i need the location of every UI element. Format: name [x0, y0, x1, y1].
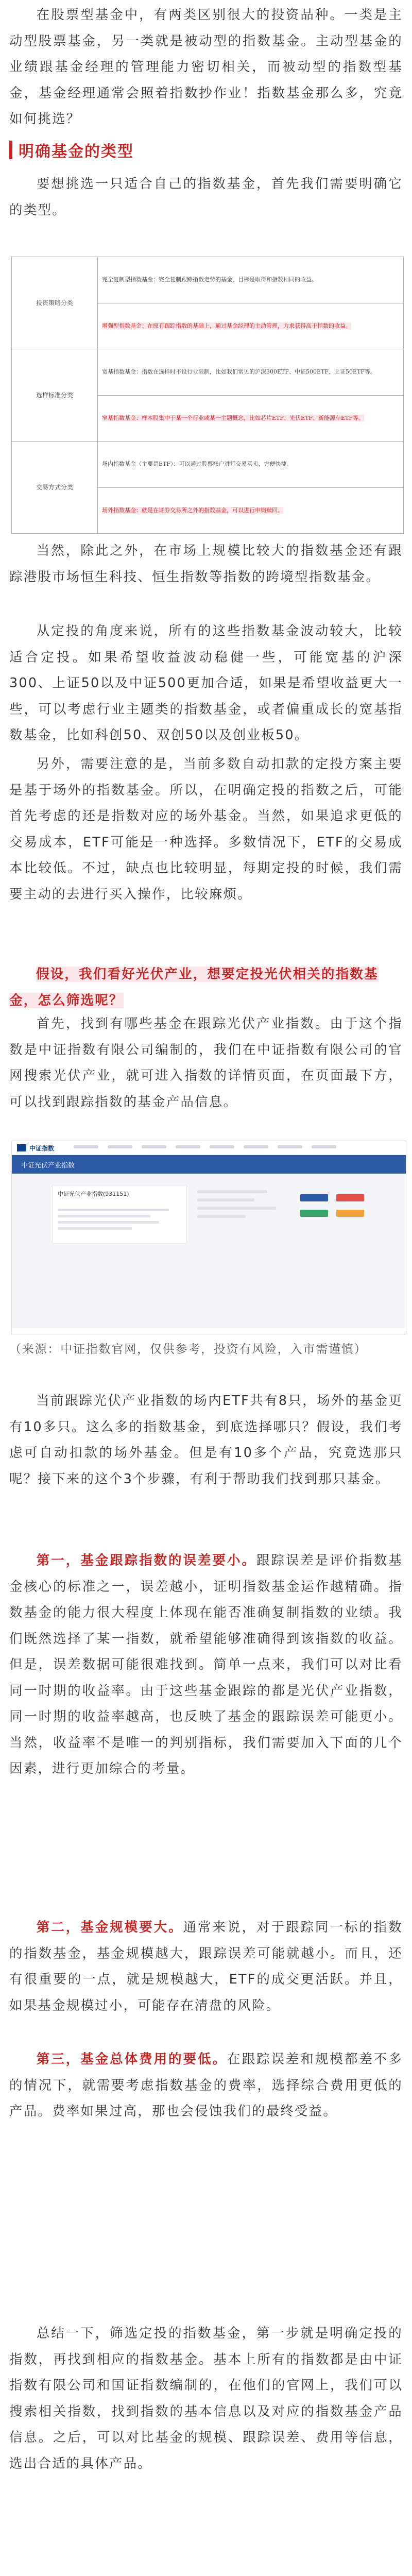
fund-type-cell — [98, 487, 404, 534]
step-2-body: 通常来说，对于跟踪同一标的指数的指数基金，基金规模越大，跟踪误差可能就越小。而且，还有很重要的一点，就是规模越大，ETF的成交更活跃。并且，如果基金规模过小，可能存在清盘的风险。 — [9, 1920, 403, 2013]
fund-type-category: 投资策略分类 — [12, 257, 98, 349]
screenshot-banner — [12, 1155, 406, 1174]
summary-text: 总结一下，筛选定投的指数基金，第一步就是明确定投的指数，再找到相应的指数基金。基本上所有的指数都是由中证指数有限公司和国证指数编制的，在他们的官网上，我们可以搜索相关指数，找到指数的基本信息以及对应的指数基金产品信息。之后，可以对比基金的规模、跟踪误差、费用等信息，选出合适的具体产品。 — [9, 2326, 403, 2471]
screenshot-green-button — [300, 1210, 328, 1217]
fund-type-description: 窄基指数基金：样本股集中于某一个行业或某一主题概念，比如芯片ETF、光伏ETF、新能源车ETF等。 — [102, 414, 364, 421]
fund-type-category: 交易方式分类 — [12, 442, 98, 534]
screenshot-card-title: 中证光伏产业指数(931151) — [58, 1191, 129, 1197]
screenshot-nav — [74, 1145, 398, 1150]
screenshot-side-info — [197, 1185, 285, 1243]
paragraph-cross-border — [9, 538, 403, 590]
screenshot-banner-title: 中证光伏产业指数 — [21, 1161, 75, 1170]
step-2-paragraph — [9, 1914, 403, 2019]
fund-type-row — [12, 442, 404, 488]
csindex-logo-icon — [17, 1144, 26, 1151]
paragraph-find-funds — [9, 1011, 403, 1115]
intro-text: 在股票型基金中，有两类区别很大的投资品种。一类是主动型股票基金，另一类就是被动型的指数基金。主动型基金的业绩跟基金经理的管理能力密切相关，而被动型的指数型基金，基金经理通常会照着指数抄作业！指数基金那么多，究竟如何挑选？ — [9, 7, 403, 127]
paragraph-fund-type — [9, 171, 403, 223]
question-solar-text: 假设，我们看好光伏产业，想要定投光伏相关的指数基金，怎么筛选呢？ — [9, 967, 379, 1008]
step-2-label: 第二，基金规模要大。 — [36, 1920, 183, 1935]
paragraph-etf-cost — [9, 751, 403, 907]
fund-type-cell — [98, 303, 404, 349]
fund-type-table-grid — [11, 257, 404, 534]
fund-type-description: 场外指数基金：就是在证券交易所之外的指数基金，可以进行申购赎回。 — [102, 506, 283, 514]
paragraph-find-funds-text: 首先，找到有哪些基金在跟踪光伏产业指数。由于这个指数是中证指数有限公司编制的，我们在中证指数有限公司的官网搜索光伏产业，就可进入指数的详情页面，在页面最下方，可以找到跟踪指数的基金产品信息。 — [9, 1016, 403, 1110]
screenshot-red-button — [336, 1194, 364, 1201]
screenshot-header — [12, 1141, 406, 1155]
paragraph-dca-volatility-text: 从定投的角度来说，所有的这些指数基金波动较大，比较适合定投。如果希望收益波动稳健一些，可能宽基的沪深300、上证50以及中证500更加合适，如果是希望收益更大一些，可以考虑行业主题类的指数基金，或者偏重成长的宽基指数基金，比如科创50、双创50以及创业板50。 — [9, 623, 403, 743]
step-3-paragraph — [9, 2046, 403, 2125]
step-3-label: 第三，基金总体费用的要低。 — [36, 2052, 228, 2067]
paragraph-dca-volatility — [9, 618, 403, 749]
intro-paragraph — [9, 2, 403, 132]
paragraph-fund-type-text: 要想挑选一只适合自己的指数基金，首先我们需要明确它的类型。 — [9, 176, 403, 218]
screenshot-index-card — [52, 1185, 187, 1244]
fund-type-cell — [98, 442, 404, 488]
screenshot-logo-text: 中证指数 — [29, 1144, 55, 1152]
paragraph-choose-fund-text: 当前跟踪光伏产业指数的场内ETF共有8只，场外的基金更有10多只。这么多的指数基金，到底选择哪只？假设，我们考虑可自动扣款的场外基金。但是有10多个产品，究竟选那只呢？接下来的这个3个步骤，有利于帮助我们找到那只基金。 — [9, 1393, 403, 1487]
fund-type-cell — [98, 257, 404, 303]
screenshot-orange-button — [336, 1210, 364, 1217]
section-heading — [9, 138, 134, 162]
section-heading-bar — [9, 141, 12, 159]
screenshot-body — [12, 1174, 406, 1328]
step-1-paragraph — [9, 1548, 403, 1782]
paragraph-cross-border-text: 当然，除此之外，在市场上规模比较大的指数基金还有跟踪港股市场恒生科技、恒生指数等指数的跨境型指数基金。 — [9, 543, 403, 585]
screenshot-caption: （来源：中证指数官网，仅供参考，投资有风险，入市需谨慎） — [9, 1343, 367, 1356]
fund-type-description: 增强型指数基金：在原有跟踪指数的基础上，通过基金经理的主动管理，力求获得高于指数的收益。 — [102, 322, 351, 329]
website-screenshot — [11, 1141, 406, 1334]
summary-paragraph — [9, 2320, 403, 2477]
fund-type-description: 场内指数基金（主要是ETF）：可以通过股票账户进行交易买卖，方便快捷。 — [102, 461, 293, 468]
fund-type-cell — [98, 395, 404, 442]
paragraph-etf-cost-text: 另外，需要注意的是，当前多数自动扣款的定投方案主要是基于场外的指数基金。所以，在明确定投的指数之后，可能首先考虑的还是指数对应的场外基金。当然，如果追求更低的交易成本，ETF可能是一种选择。多数情况下，ETF的交易成本比较低。不过，缺点也比较明显，每期定投的时候，我们需要主动的去进行买入操作，比较麻烦。 — [9, 756, 403, 902]
step-3-body: 在跟踪误差和规模都差不多的情况下，就需要考虑指数基金的费率，选择综合费用更低的产品。费率如果过高，那也会侵蚀我们的最终受益。 — [9, 2052, 403, 2119]
question-solar — [9, 961, 403, 1013]
fund-type-row — [12, 257, 404, 303]
paragraph-choose-fund — [9, 1388, 403, 1492]
step-1-label: 第一，基金跟踪指数的误差要小。 — [36, 1553, 256, 1568]
step-1-body: 跟踪误差是评价指数基金核心的标准之一，误差越小，证明指数基金运作越精确。指数基金的能力很大程度上体现在能否准确复制指数的业绩。我们既然选择了某一指数，就希望能够准确得到该指数的收益。但是，误差数据可能很难找到。简单一点来，我们可以对比看同一时期的收益率。由于这些基金跟踪的都是光伏产业指数，同一时期的收益率越高，也反映了基金的跟踪误差可能更小。当然，收益率不是唯一的判别指标，我们需要加入下面的几个因素，进行更加综合的考量。 — [9, 1553, 403, 1776]
fund-type-table — [11, 257, 404, 534]
fund-type-category: 选样标准分类 — [12, 349, 98, 442]
fund-type-description: 完全复制型指数基金：完全复制跟踪指数走势的基金，目标是取得和指数相同的收益。 — [102, 276, 317, 283]
section-heading-text: 明确基金的类型 — [19, 143, 134, 161]
fund-type-row — [12, 349, 404, 396]
fund-type-description: 宽基指数基金：指数在选样时不设行业限制，比如我们常见的沪深300ETF、中证500ETF、上证50ETF等。 — [102, 368, 376, 376]
fund-type-cell — [98, 349, 404, 396]
screenshot-blue-button — [300, 1194, 328, 1201]
